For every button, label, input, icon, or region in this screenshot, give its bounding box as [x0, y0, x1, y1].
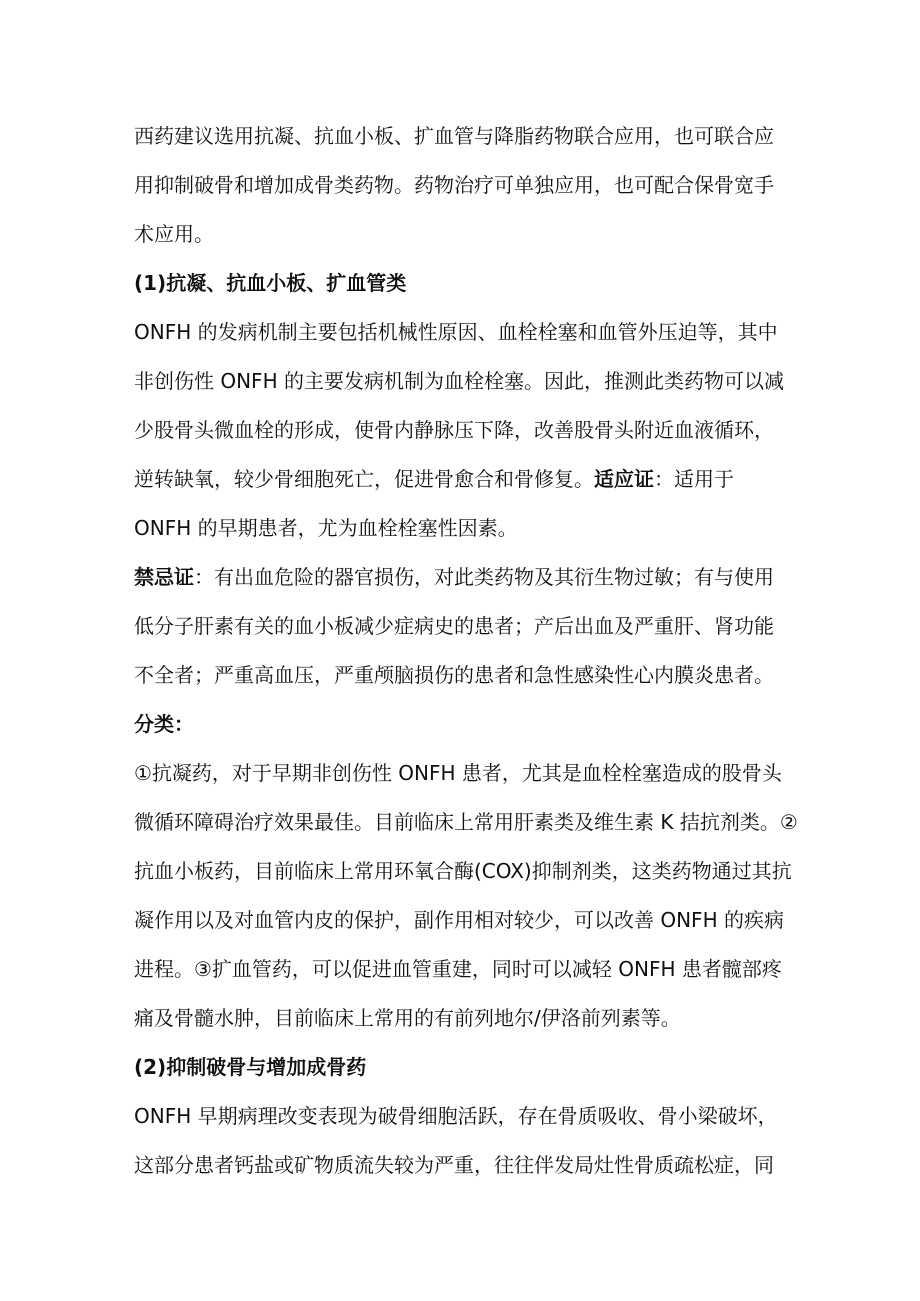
classification-heading: 分类：	[134, 712, 194, 736]
contraindication-label: 禁忌证	[134, 565, 194, 589]
line-text: ：适用于	[654, 467, 734, 491]
section-heading: (2)抑制破骨与增加成骨药	[134, 1055, 367, 1079]
paragraph-line: 用抑制破骨和增加成骨类药物。药物治疗可单独应用，也可配合保骨宽手	[134, 173, 774, 197]
paragraph-line: 不全者；严重高血压，严重颅脑损伤的患者和急性感染性心内膜炎患者。	[134, 663, 774, 687]
paragraph-line: ONFH 早期病理改变表现为破骨细胞活跃，存在骨质吸收、骨小梁破坏，	[134, 1104, 778, 1128]
paragraph-line: 进程。③扩血管药，可以促进血管重建，同时可以减轻 ONFH 患者髋部疼	[134, 957, 782, 981]
paragraph-line: 凝作用以及对血管内皮的保护，副作用相对较少，可以改善 ONFH 的疾病	[134, 908, 784, 932]
indication-label: 适应证	[594, 467, 654, 491]
paragraph-line	[134, 553, 794, 602]
paragraph-line: 抗血小板药，目前临床上常用环氧合酶(COX)抑制剂类，这类药物通过其抗	[134, 859, 792, 883]
paragraph-line: ①抗凝药，对于早期非创伤性 ONFH 患者，尤其是血栓栓塞造成的股骨头	[134, 761, 782, 785]
paragraph-line: ONFH 的发病机制主要包括机械性原因、血栓栓塞和血管外压迫等，其中	[134, 320, 778, 344]
paragraph-line: 低分子肝素有关的血小板减少症病史的患者；产后出血及严重肝、肾功能	[134, 614, 774, 638]
paragraph-line: 少股骨头微血栓的形成，使骨内静脉压下降，改善股骨头附近血液循环，	[134, 418, 774, 442]
paragraph-line: 这部分患者钙盐或矿物质流失较为严重，往往伴发局灶性骨质疏松症，同	[134, 1153, 774, 1177]
document-body	[134, 112, 798, 1190]
paragraph-line: 非创伤性 ONFH 的主要发病机制为血栓栓塞。因此，推测此类药物可以减	[134, 369, 784, 393]
paragraph-line	[134, 455, 794, 504]
paragraph-line: 微循环障碍治疗效果最佳。目前临床上常用肝素类及维生素 K 拮抗剂类。②	[134, 810, 798, 834]
paragraph-line: 西药建议选用抗凝、抗血小板、扩血管与降脂药物联合应用，也可联合应	[134, 124, 774, 148]
paragraph-line: 术应用。	[134, 222, 214, 246]
line-text: ：有出血危险的器官损伤，对此类药物及其衍生物过敏；有与使用	[194, 565, 774, 589]
line-text: 逆转缺氧，较少骨细胞死亡，促进骨愈合和骨修复。	[134, 467, 594, 491]
paragraph-line: 痛及骨髓水肿，目前临床上常用的有前列地尔/伊洛前列素等。	[134, 1006, 681, 1030]
paragraph-line: ONFH 的早期患者，尤为血栓栓塞性因素。	[134, 516, 518, 540]
section-heading: (1)抗凝、抗血小板、扩血管类	[134, 271, 407, 295]
